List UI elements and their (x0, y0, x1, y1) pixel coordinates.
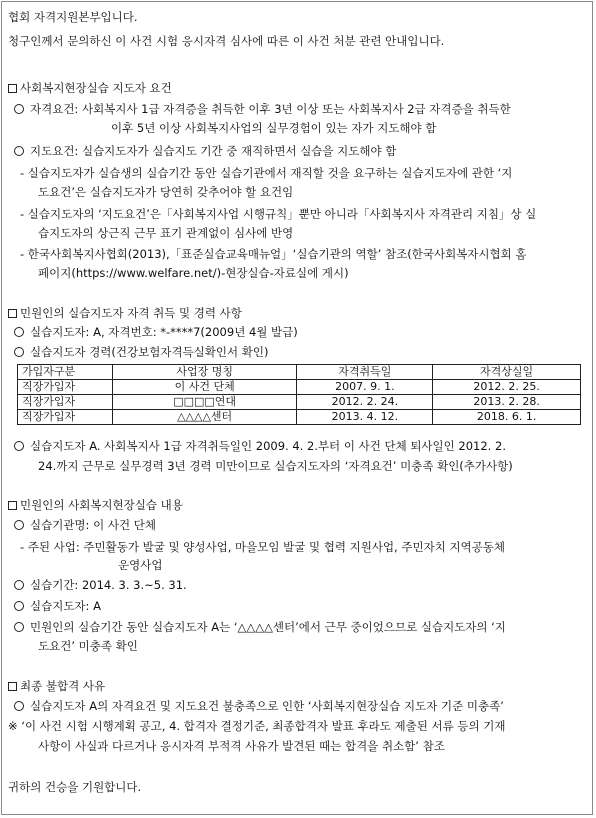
sub-item-continuation: 도요건’은 실습지도자가 당연히 갖추어야 할 요건임 (38, 185, 294, 199)
table-header-row (18, 365, 581, 380)
section-heading-practicum-content: 민원인의 사회복지현장실습 내용 (8, 497, 183, 513)
table-cell: △△△△센터 (112, 410, 297, 425)
list-item: 실습지도자: A (14, 598, 101, 614)
checkbox-square-icon (8, 84, 17, 93)
list-item: 실습기관명: 이 사건 단체 (14, 517, 156, 533)
list-item: 자격요건: 사회복지사 1급 자격증을 취득한 이후 3년 이상 또는 사회복지사 2급 자격증을 취득한 (14, 101, 511, 117)
circle-bullet-icon (14, 520, 24, 530)
greeting: 협회 자격지원본부입니다. (8, 10, 138, 24)
career-table (17, 364, 581, 425)
table-row (18, 395, 581, 410)
sub-item-continuation: 페이지(https://www.welfare.net/)-현장실습-자료실에 게시) (38, 266, 349, 280)
list-item: 실습지도자 경력(건강보험자격득실확인서 확인) (14, 344, 268, 360)
table-cell: 직장가입자 (18, 410, 113, 425)
circle-bullet-icon (14, 146, 24, 156)
list-item: 민원인의 실습기간 동안 실습지도자 A는 ‘△△△△센터’에서 근무 중이었으므로 실습지도자의 ‘지 (14, 619, 506, 635)
checkbox-square-icon (8, 501, 17, 510)
checkbox-square-icon (8, 682, 17, 691)
note-item-continuation: 사항이 사실과 다르거나 응시자격 부적격 사유가 발견된 때는 합격을 취소함’ 참조 (38, 739, 445, 753)
circle-bullet-icon (14, 347, 24, 357)
circle-bullet-icon (14, 701, 24, 711)
section-heading-supervisor-career: 민원인의 실습지도자 자격 취득 및 경력 사항 (8, 305, 242, 321)
closing-text: 귀하의 건승을 기원합니다. (8, 780, 142, 794)
section-heading-final-fail-reason: 최종 불합격 사유 (8, 678, 105, 694)
col-header: 사업장 명칭 (112, 365, 297, 380)
sub-item: - 주된 사업: 주민활동가 발굴 및 양성사업, 마을모임 발굴 및 협력 지원사업, 주민자치 지역공동체 (20, 540, 505, 554)
table-cell: 직장가입자 (18, 380, 113, 395)
col-header: 자격취득일 (297, 365, 433, 380)
table-cell: 2007. 9. 1. (297, 380, 433, 395)
list-item: 지도요건: 실습지도자가 실습지도 기간 중 재직하면서 실습을 지도해야 함 (14, 143, 396, 159)
table-cell: 이 사건 단체 (112, 380, 297, 395)
table-cell: 2013. 2. 28. (433, 395, 581, 410)
intro-text: 청구인께서 문의하신 이 사건 시험 응시자격 심사에 따른 이 사건 처분 관련 안내입니다. (8, 34, 445, 48)
table-row (18, 380, 581, 395)
table-cell: 2012. 2. 25. (433, 380, 581, 395)
sub-item: - 실습지도자가 실습생의 실습기간 동안 실습기관에서 재직할 것을 요구하는 실습지도자에 관한 ‘지 (20, 166, 513, 180)
checkbox-square-icon (8, 309, 17, 318)
circle-bullet-icon (14, 601, 24, 611)
circle-bullet-icon (14, 104, 24, 114)
table-row (18, 410, 581, 425)
circle-bullet-icon (14, 580, 24, 590)
table-cell: 2012. 2. 24. (297, 395, 433, 410)
list-item-continuation: 도요건’ 미충족 확인 (38, 639, 138, 653)
col-header: 가입자구분 (18, 365, 113, 380)
table-cell: 2018. 6. 1. (433, 410, 581, 425)
circle-bullet-icon (14, 622, 24, 632)
sub-item: - 한국사회복지사협회(2013),「표준실습교육매뉴얼」‘실습기관의 역할’ 참조(한국사회복자시협회 홈 (20, 247, 527, 261)
list-item: 실습지도자 A의 자격요건 및 지도요건 불충족으로 인한 ‘사회복지현장실습 지도자 기준 미충족’ (14, 698, 504, 714)
list-item: 실습기간: 2014. 3. 3.~5. 31. (14, 577, 187, 593)
list-item-continuation: 24.까지 근무로 실무경력 3년 경력 미만이므로 실습지도자의 ‘자격요건’ 미충족 확인(추가사항) (38, 459, 513, 473)
list-item: 실습지도자 A. 사회복지사 1급 자격취득일인 2009. 4. 2.부터 이 사건 단체 퇴사일인 2012. 2. (14, 438, 506, 454)
list-item-continuation: 이후 5년 이상 사회복지사업의 실무경험이 있는 자가 지도해야 함 (111, 121, 437, 135)
col-header: 자격상실일 (433, 365, 581, 380)
sub-item-continuation: 운영사업 (118, 558, 163, 572)
note-item: ※ ‘이 사건 시험 시행계획 공고, 4. 합격자 결정기준, 최종합격자 발표 후라도 제출된 서류 등의 기재 (8, 719, 506, 733)
circle-bullet-icon (14, 441, 24, 451)
list-item: 실습지도자: A, 자격번호: *-****7(2009년 4월 발급) (14, 324, 298, 340)
table-cell: 2013. 4. 12. (297, 410, 433, 425)
sub-item-continuation: 습지도자의 상근직 근무 표기 관계없이 심사에 반영 (38, 226, 294, 240)
circle-bullet-icon (14, 327, 24, 337)
table-cell: □□□□연대 (112, 395, 297, 410)
sub-item: - 실습지도자의 ‘지도요건’은「사회복지사업 시행규칙」뿐만 아니라「사회복지사 자격관리 지침」상 실 (20, 207, 537, 221)
section-heading-supervisor-requirements: 사회복지현장실습 지도자 요건 (8, 80, 172, 96)
table-cell: 직장가입자 (18, 395, 113, 410)
